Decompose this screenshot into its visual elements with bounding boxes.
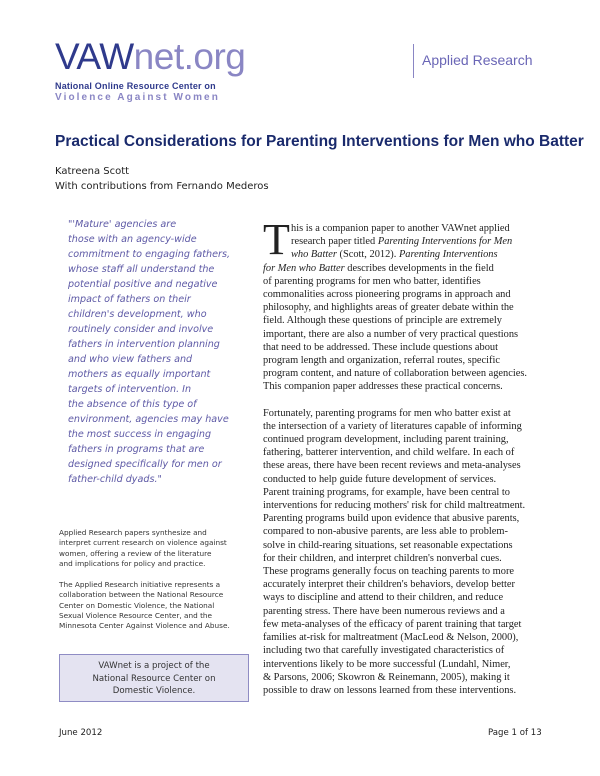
- main-body-text: his is a companion paper to another VAWnet applied research paper titled Parenting Interventions for Men who Batter (Scott, 2012). Parenting Interventions for Men who Batter describes developments in the field of parenting programs for men who batter, identifies commonalities across pioneering programs in approach and philosophy, and highlights areas of greater debate within the field. Although these questions of principle are extremely important, there are also a number of very practical questions that need to be addressed. These include questions about program length and organization, referral routes, specific program content, and nature of collaboration between agencies. This companion paper addresses these practical concerns. Fortunately, parenting programs for men who batter exist at the intersection of a variety of literatures capable of informing continued program development, including parent training, fathering, batterer intervention, and child welfare. In each of these areas, there have been recent reviews and meta-analyses conducted to help guide future development of services. Parent training programs, for example, have been central to interventions for reducing mothers' risk for child maltreatment. Parenting programs build upon evidence that abusive parents, compared to non-abusive parents, are less able to problem- solve in child-rearing situations, set reasonable expectations for their children, and interpret children's nonverbal cues. These programs generally focus on teaching parents to more accurately interpret their children's behaviors, develop better ways to discipline and attend to their children, and reduce parenting stress. There have been numerous reviews and a few meta-analyses of the efficacy of parent training that target families at-risk for maltreatment (MacLeod & Nelson, 2000), including two that carefully investigated characteristics of interventions likely to be more successful (Lundahl, Nimer, & Parsons, 2006; Skowron & Reinemann, 2005), making it possible to draw on lessons learned from these interventions.: [263, 223, 527, 696]
- initiative-description: The Applied Research initiative represents a collaboration between the National Resource Center on Domestic Violence, the National Sexual Violence Resource Center, and the Minnesota Center Against Violence and Abuse.: [59, 580, 230, 631]
- header-divider: [413, 44, 414, 78]
- series-label: Applied Research: [422, 52, 533, 68]
- logo-subtitle-line1: National Online Resource Center on: [55, 81, 216, 91]
- vawnet-logo: [55, 38, 245, 103]
- logo-subtitle-line2: Violence Against Women: [55, 92, 220, 103]
- document-title: Practical Considerations for Parenting Interventions for Men who Batter: [55, 133, 584, 150]
- logo-wordmark: VAWnet.org: [55, 36, 246, 77]
- footer-page-number: Page 1 of 13: [488, 728, 542, 738]
- author-name: Katreena Scott: [55, 166, 130, 177]
- pull-quote: "'Mature' agencies are those with an agency-wide commitment to engaging fathers, whose staff all understand the potential positive and negative impact of fathers on their children's development, who routinely consider and involve fathers in intervention planning and who view fathers and mothers as equally important targets of intervention. In the absence of this type of environment, agencies may have the most success in engaging fathers in programs that are designed specifically for men or father-child dyads.": [68, 219, 231, 485]
- drop-cap: T: [263, 215, 290, 264]
- author-block: [55, 164, 269, 194]
- contributor-line: With contributions from Fernando Mederos: [55, 181, 269, 192]
- applied-research-description: Applied Research papers synthesize and interpret current research on violence against women, offering a review of the literature and implications for policy and practice.: [59, 528, 227, 568]
- project-info-box: VAWnet is a project of the National Resource Center on Domestic Violence.: [59, 654, 249, 702]
- footer-date: June 2012: [59, 728, 103, 738]
